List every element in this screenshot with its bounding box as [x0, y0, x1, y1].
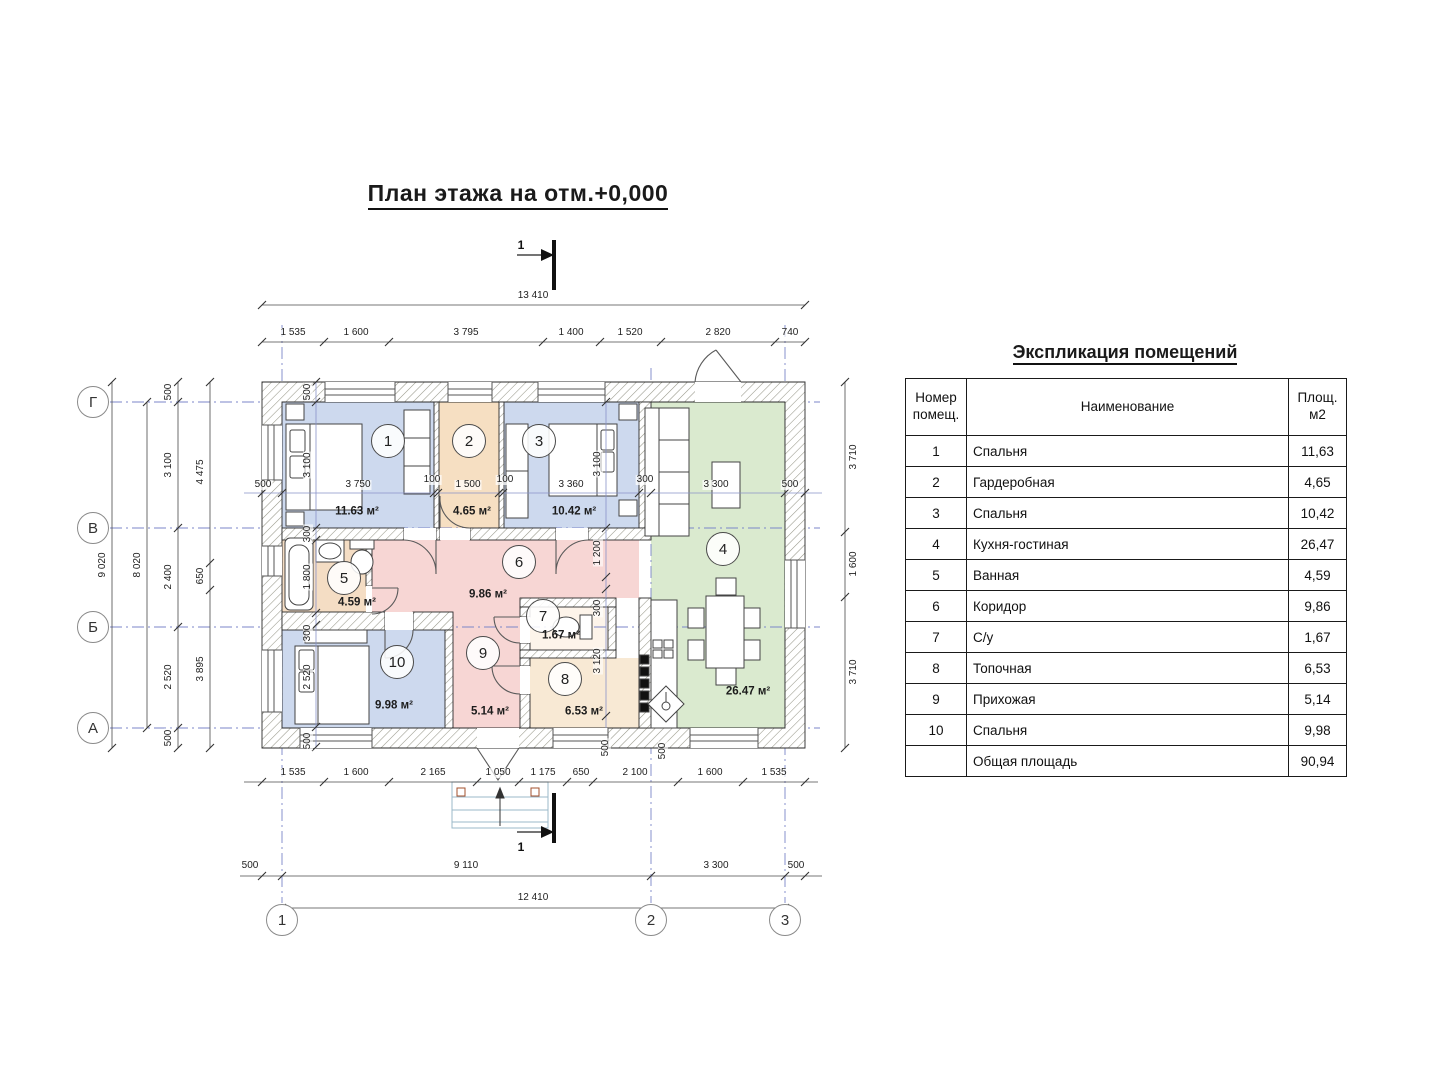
- header-room-area: Площ. м2: [1289, 379, 1347, 436]
- axis-row-marker: В: [77, 512, 109, 544]
- dimension-label: 1 600: [697, 767, 723, 778]
- axis-column-marker: 1: [266, 904, 298, 936]
- cell-number: 7: [906, 622, 967, 653]
- dimension-label: 500: [163, 383, 174, 401]
- room-number: 8: [548, 662, 582, 696]
- boiler-icon: [640, 655, 649, 712]
- dimension-label: 500: [657, 742, 668, 760]
- dimension-label: 3 360: [558, 479, 584, 490]
- cell-area: 26,47: [1289, 529, 1347, 560]
- dimension-label: 650: [195, 567, 206, 585]
- room-number: 4: [706, 532, 740, 566]
- dimension-label: 1 050: [485, 767, 511, 778]
- dimension-label: 1 600: [848, 551, 859, 577]
- dimension-label: 4 475: [195, 459, 206, 485]
- cell-name: Спальня: [967, 715, 1289, 746]
- bathtub-icon: [285, 538, 313, 610]
- cell-area: 1,67: [1289, 622, 1347, 653]
- table-row: [906, 653, 1347, 684]
- table-title: Экспликация помещений: [965, 342, 1285, 363]
- dimension-label: 3 300: [703, 479, 729, 490]
- cell-area: 4,65: [1289, 467, 1347, 498]
- dimension-label: 1 535: [280, 327, 306, 338]
- cell-area: 9,86: [1289, 591, 1347, 622]
- dimension-label: 2 400: [163, 564, 174, 590]
- dimension-label: 2 100: [622, 767, 648, 778]
- toilet-icon: [350, 540, 374, 574]
- cell-name: Ванная: [967, 560, 1289, 591]
- dimension-label: 3 100: [302, 452, 313, 478]
- dimension-label: 12 410: [517, 892, 549, 903]
- dimension-label: 500: [254, 479, 272, 490]
- room-area-label: 11.63 м²: [335, 505, 379, 518]
- dimension-label: 2 165: [420, 767, 446, 778]
- room-area-label: 26.47 м²: [725, 685, 771, 698]
- room-number: 2: [452, 424, 486, 458]
- dimension-label: 3 895: [195, 656, 206, 682]
- cell-name: Прихожая: [967, 684, 1289, 715]
- wardrobe-icon: [404, 410, 430, 494]
- cell-name: Гардеробная: [967, 467, 1289, 498]
- dimension-label: 9 020: [97, 552, 108, 578]
- cell-number: 1: [906, 436, 967, 467]
- dimension-label: 9 110: [453, 860, 479, 871]
- dimension-label: 1 800: [302, 564, 313, 590]
- dimension-label: 500: [781, 479, 799, 490]
- dimension-label: 1 600: [343, 327, 369, 338]
- cell-number: 5: [906, 560, 967, 591]
- table-row: [906, 715, 1347, 746]
- cell-name: С/у: [967, 622, 1289, 653]
- cell-name: Общая площадь: [967, 746, 1289, 777]
- axis-row-marker: Б: [77, 611, 109, 643]
- room-area-label: 9.98 м²: [375, 699, 413, 712]
- dimension-label: 3 710: [848, 444, 859, 470]
- room-area-label: 1.67 м²: [542, 629, 580, 642]
- room-number: 3: [522, 424, 556, 458]
- axis-column-marker: 3: [769, 904, 801, 936]
- table-row: [906, 591, 1347, 622]
- cell-number: 6: [906, 591, 967, 622]
- dimension-label: 500: [787, 860, 805, 871]
- room-area-label: 5.14 м²: [471, 705, 509, 718]
- cell-name: Кухня-гостиная: [967, 529, 1289, 560]
- room-number: 6: [502, 545, 536, 579]
- cell-area: 5,14: [1289, 684, 1347, 715]
- dimension-label: 3 750: [345, 479, 371, 490]
- axis-column-marker: 2: [635, 904, 667, 936]
- table-row: [906, 746, 1347, 777]
- cell-area: 6,53: [1289, 653, 1347, 684]
- dimension-label: 13 410: [517, 290, 549, 301]
- table-row: [906, 622, 1347, 653]
- cell-name: Спальня: [967, 436, 1289, 467]
- toilet-icon: [553, 615, 592, 639]
- room-number: 5: [327, 561, 361, 595]
- dimension-label: 3 710: [848, 659, 859, 685]
- sofa-icon: [645, 408, 689, 536]
- dimension-label: 300: [636, 474, 654, 485]
- cell-number: 10: [906, 715, 967, 746]
- table-row: [906, 498, 1347, 529]
- sink-icon: [316, 540, 344, 562]
- header-room-name: Наименование: [967, 379, 1289, 436]
- dimension-label: 650: [572, 767, 590, 778]
- room-area-label: 4.59 м²: [338, 596, 376, 609]
- cell-number: 3: [906, 498, 967, 529]
- dimension-label: 1 200: [592, 540, 603, 566]
- wardrobe-icon: [506, 424, 528, 518]
- cell-name: Топочная: [967, 653, 1289, 684]
- dimension-label: 3 300: [703, 860, 729, 871]
- dimension-label: 1 400: [558, 327, 584, 338]
- cell-name: Коридор: [967, 591, 1289, 622]
- dimension-label: 100: [496, 474, 514, 485]
- dimension-label: 1 535: [280, 767, 306, 778]
- dimension-label: 300: [592, 599, 603, 617]
- tv-stand-icon: [712, 462, 740, 508]
- cell-number: 8: [906, 653, 967, 684]
- dimension-label: 3 100: [592, 451, 603, 477]
- table-row: [906, 436, 1347, 467]
- dimension-label: 500: [163, 729, 174, 747]
- table-row: [906, 529, 1347, 560]
- cell-number: [906, 746, 967, 777]
- room-number: 1: [371, 424, 405, 458]
- dimension-label: 1 175: [530, 767, 556, 778]
- room-number: 10: [380, 645, 414, 679]
- cell-number: 2: [906, 467, 967, 498]
- room-number: 7: [526, 599, 560, 633]
- cell-area: 9,98: [1289, 715, 1347, 746]
- dimension-label: 1 520: [617, 327, 643, 338]
- room-number: 9: [466, 636, 500, 670]
- room-area-label: 9.86 м²: [469, 588, 507, 601]
- cell-number: 9: [906, 684, 967, 715]
- table-row: [906, 467, 1347, 498]
- section-label: 1: [517, 840, 525, 854]
- room-area-label: 10.42 м²: [551, 505, 597, 518]
- dimension-label: 500: [302, 383, 313, 401]
- dimension-label: 1 500: [455, 479, 481, 490]
- table-row: [906, 560, 1347, 591]
- section-label: 1: [517, 238, 525, 252]
- dimension-label: 1 535: [761, 767, 787, 778]
- cell-area: 11,63: [1289, 436, 1347, 467]
- cell-area: 10,42: [1289, 498, 1347, 529]
- dimension-label: 740: [781, 327, 799, 338]
- dimension-label: 500: [600, 739, 611, 757]
- dimension-label: 1 600: [343, 767, 369, 778]
- porch-steps: [452, 782, 548, 828]
- room-area-label: 6.53 м²: [565, 705, 603, 718]
- cell-area: 4,59: [1289, 560, 1347, 591]
- dimension-label: 500: [241, 860, 259, 871]
- cell-area: 90,94: [1289, 746, 1347, 777]
- dimension-label: 2 520: [163, 664, 174, 690]
- dimension-label: 2 820: [705, 327, 731, 338]
- table-header-row: [906, 379, 1347, 436]
- dimension-label: 3 795: [453, 327, 479, 338]
- dimension-label: 300: [302, 624, 313, 642]
- dimension-label: 300: [302, 525, 313, 543]
- cell-number: 4: [906, 529, 967, 560]
- explication-table: [905, 378, 1347, 777]
- dimension-label: 8 020: [132, 552, 143, 578]
- dimension-label: 3 100: [163, 452, 174, 478]
- dimension-label: 3 120: [592, 648, 603, 674]
- dimension-label: 2 520: [302, 664, 313, 690]
- dimension-label: 100: [423, 474, 441, 485]
- table-row: [906, 684, 1347, 715]
- axis-row-marker: А: [77, 712, 109, 744]
- page-title: План этажа на отм.+0,000: [358, 180, 678, 207]
- axis-row-marker: Г: [77, 386, 109, 418]
- dimension-label: 500: [302, 732, 313, 750]
- header-room-number: Номер помещ.: [906, 379, 967, 436]
- room-area-label: 4.65 м²: [453, 505, 491, 518]
- cell-name: Спальня: [967, 498, 1289, 529]
